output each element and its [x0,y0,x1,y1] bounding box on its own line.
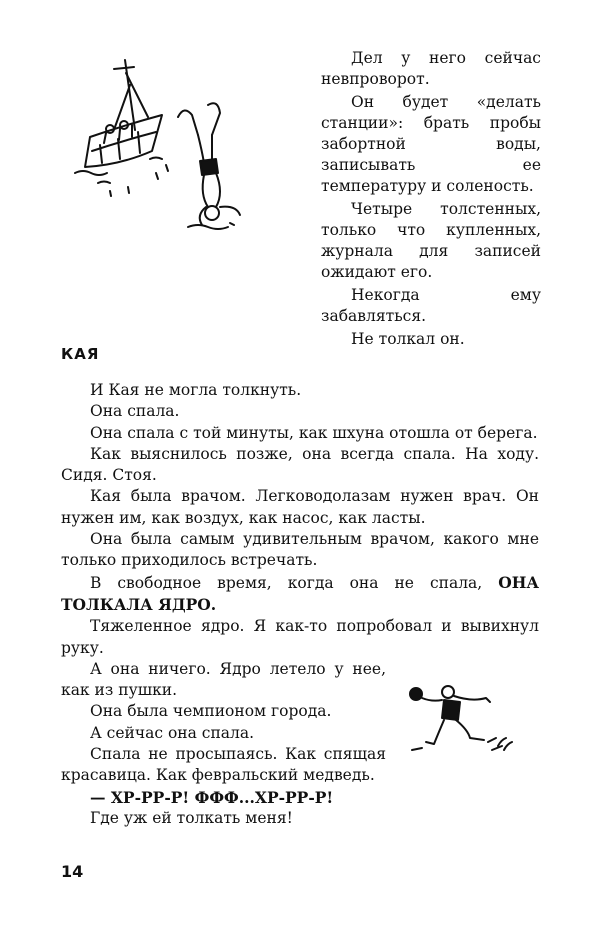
paragraph: Спала не просыпаясь. Как спящая красавица. Как февральский медведь. [61,745,386,785]
shotput-text: В свободное время, когда она не спала, [90,573,483,592]
paragraph: А сейчас она спала. [90,723,255,742]
shotput-emphasis: ОНА ТОЛКАЛА ЯДРО. [61,572,539,614]
boat-diver-illustration [70,55,265,235]
paragraph: Как выяснилось позже, она всегда спала. На ходу. Сидя. Стоя. [61,444,539,485]
paragraph-shotput [61,572,539,617]
paragraph: И Кая не могла толкнуть. [90,381,302,399]
boat-diver-drawing [70,55,265,235]
paragraph: Она была самым удивительным врачом, какого мне только приходилось встречать. [61,530,539,570]
paragraph: Где уж ей толкать меня! [90,808,293,827]
paragraph: Тяжеленное ядро. Я как-то попробовал и вывихнул руку. [61,617,539,657]
shot-putter-illustration [408,680,528,770]
paragraph: Она спала. [90,402,180,421]
paragraph: Она была чемпионом города. [90,702,332,721]
section-heading: КАЯ [61,345,100,363]
paragraph-snore: — ХР-РР-Р! ФФФ...ХР-РР-Р! [90,787,334,807]
top-right-text-column [321,48,541,350]
paragraph: А она ничего. Ядро летело у нее, как из пушки. [61,659,386,700]
page-number: 14 [61,862,84,881]
paragraph: Кая была врачом. Легководолазам нужен врач. Он нужен им, как воздух, как насос, как ласты. [61,487,539,527]
paragraph: Она спала с той минуты, как шхуна отошла от берега. [90,423,538,442]
paragraph: Четыре толстенных, только что купленных, журнала для записей ожидают его. [321,200,541,281]
paragraph: Дел у него сейчас невпроворот. [321,49,541,88]
paragraph: Не толкал он. [351,330,465,348]
paragraph: Некогда ему забавляться. [321,286,541,325]
paragraph: Он будет «делать станции»: брать пробы забортной воды, записывать ее температуру и соленость. [321,93,541,195]
shot-putter-drawing [408,680,528,770]
